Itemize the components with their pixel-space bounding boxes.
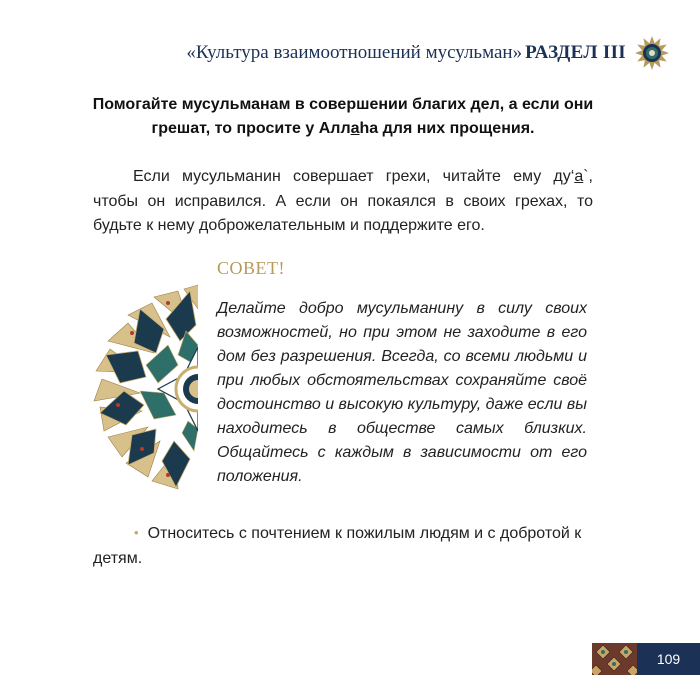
rule-title-line-2-prefix: грешат, то просите у Алл [151,120,351,137]
page-number: 109 [656,651,681,667]
advice-text: Делайте добро мусульманину в силу своих возможностей, но при этом не заходите в его дом без разрешения. Всегда, со всеми людьми и при любых обстоятельствах сохраняйте своё достоинство и высокую культуру, даже если вы находитесь в обществе самых близких. Общайтесь с каждым в зависимости от его положения. [217,300,587,485]
book-title: «Культура взаимоотношений мусульман» [186,42,523,63]
running-header [186,35,626,71]
rule-title-line-1: Помогайте мусульманам в совершении благих дел, а если они [92,96,594,113]
body-paragraph-prefix: Если мусульманин совершает грехи, читайте ему ду‘ [133,168,575,185]
rule-title-line-2-suffix: hа для них прощения. [359,120,535,137]
section-label: РАЗДЕЛ III [525,42,626,63]
rule-title [88,93,598,141]
header-ornament-icon [634,35,670,71]
rosette-ornament-icon [92,284,198,494]
body-paragraph-underlined-letter: а [574,168,584,185]
body-paragraph [93,165,593,239]
body-paragraph-suffix: `, чтобы он исправился. А если он покаялся в своих грехах, то будьте к нему доброжелательным и поддержите его. [93,168,593,234]
footer-pattern-icon [592,643,637,675]
advice-heading: СОВЕТ! [217,258,285,278]
bullet-item [93,520,593,571]
rule-title-underlined-letter: а [350,120,360,137]
bullet-dot-icon: • [134,525,139,540]
bullet-text: Относитесь с почтением к пожилым людям и с добротой к детям. [93,525,582,567]
